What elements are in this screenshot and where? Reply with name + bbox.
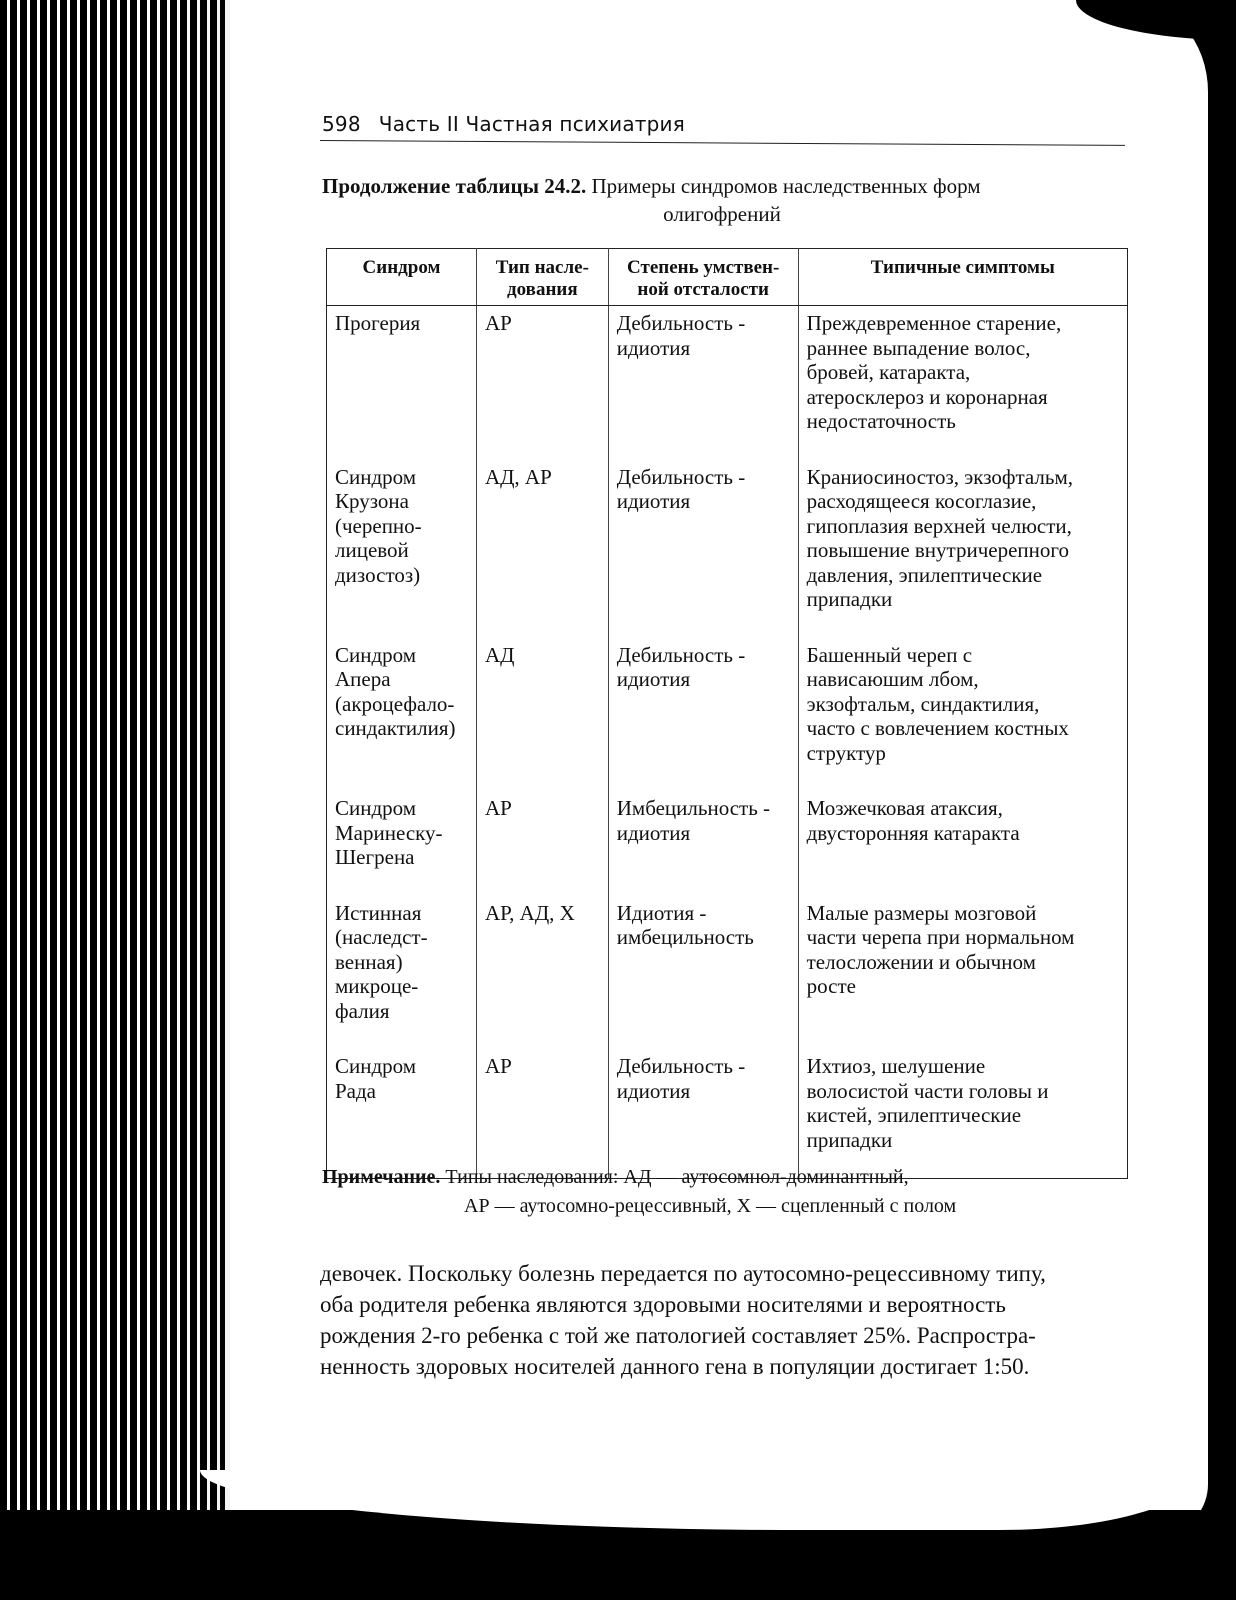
table-cell: Дебильность - идиотия xyxy=(608,1049,798,1179)
column-header: Типичные симптомы xyxy=(798,249,1127,306)
note-line2: АР — аутосомно-рецессивный, Х — сцепленный с полом xyxy=(464,1195,957,1217)
table-cell: Имбецильность - идиотия xyxy=(608,791,798,896)
table-cell: Преждевременное старение, раннее выпадение волос, бровей, катаракта, атеросклероз и коронарная недостаточность xyxy=(798,306,1127,460)
table-cell: Прогерия xyxy=(335,311,421,335)
table-caption xyxy=(322,172,1082,228)
body-paragraph xyxy=(320,1258,1120,1382)
note-label: Примечание. xyxy=(322,1166,441,1188)
table-row xyxy=(327,896,1128,1050)
header-rule xyxy=(320,140,1125,146)
table-cell: Мозжечковая атаксия, двусторонняя катаракта xyxy=(798,791,1127,896)
table-cell: Синдром Маринеску- Шегрена xyxy=(335,796,443,869)
table-cell: Истинная (наследст- венная) микроце- фалия xyxy=(335,900,428,1023)
table-cell: АР xyxy=(476,1049,608,1179)
paragraph-line: ненность здоровых носителей данного гена в популяции достигает 1:50. xyxy=(320,1354,1030,1379)
table-cell: Ихтиоз, шелушение волосистой части головы и кистей, эпилептические припадки xyxy=(798,1049,1127,1179)
table-row xyxy=(327,1049,1128,1179)
table-cell: Синдром Апера (акроцефало- синдактилия) xyxy=(335,642,456,740)
table-cell: Дебильность - идиотия xyxy=(608,460,798,638)
table-cell: Дебильность - идиотия xyxy=(608,638,798,792)
table-header-row xyxy=(327,249,1128,306)
page-curve-right xyxy=(1128,0,1208,1530)
table-cell: АД, АР xyxy=(476,460,608,638)
caption-title-line2: олигофрений xyxy=(663,202,781,226)
table-cell: АР xyxy=(476,791,608,896)
page-shadow xyxy=(150,0,230,1600)
page-number: 598 xyxy=(322,112,361,136)
table-row xyxy=(327,638,1128,792)
column-header: Синдром xyxy=(327,249,477,306)
table-cell: АД xyxy=(476,638,608,792)
table-cell: Краниосиностоз, экзофтальм, расходящееся косоглазие, гипоплазия верхней челюсти, повышение внутричерепного давления, эпилептические припадки xyxy=(798,460,1127,638)
paragraph-line: рождения 2-го ребенка с той же патологией составляет 25%. Распростра- xyxy=(320,1323,1036,1348)
column-header: Тип насле- дования xyxy=(476,249,608,306)
paragraph-line: девочек. Поскольку болезнь передается по аутосомно-рецессивному типу, xyxy=(320,1261,1046,1286)
column-header: Степень умствен- ной отсталости xyxy=(608,249,798,306)
paragraph-line: оба родителя ребенка являются здоровыми носителями и вероятность xyxy=(320,1292,1006,1317)
table-row xyxy=(327,306,1128,460)
table-cell: Синдром Рада xyxy=(335,1054,417,1103)
table-note xyxy=(322,1163,1082,1221)
caption-title-line1: Примеры синдромов наследственных форм xyxy=(591,174,981,198)
book-corner-top-right xyxy=(1076,0,1236,40)
table-cell: Малые размеры мозговой части черепа при нормальном телосложении и обычном росте xyxy=(798,896,1127,1050)
table-row xyxy=(327,791,1128,896)
table-cell: АР xyxy=(476,306,608,460)
table-cell: Синдром Крузона (черепно- лицевой дизостоз) xyxy=(335,464,422,587)
table-cell: Дебильность - идиотия xyxy=(608,306,798,460)
table-row xyxy=(327,460,1128,638)
running-head xyxy=(322,112,685,136)
syndromes-table xyxy=(326,248,1128,1179)
caption-label: Продолжение таблицы 24.2. xyxy=(322,174,587,198)
table-cell: Башенный череп с нависаюшим лбом, экзофтальм, синдактилия, часто с вовлечением костных структур xyxy=(798,638,1127,792)
table-cell: АР, АД, Х xyxy=(476,896,608,1050)
table-cell: Идиотия - имбецильность xyxy=(608,896,798,1050)
section-title: Часть II Частная психиатрия xyxy=(378,112,685,136)
note-line1: Типы наследования: АД — аутосомнол-доминантный, xyxy=(445,1166,909,1188)
